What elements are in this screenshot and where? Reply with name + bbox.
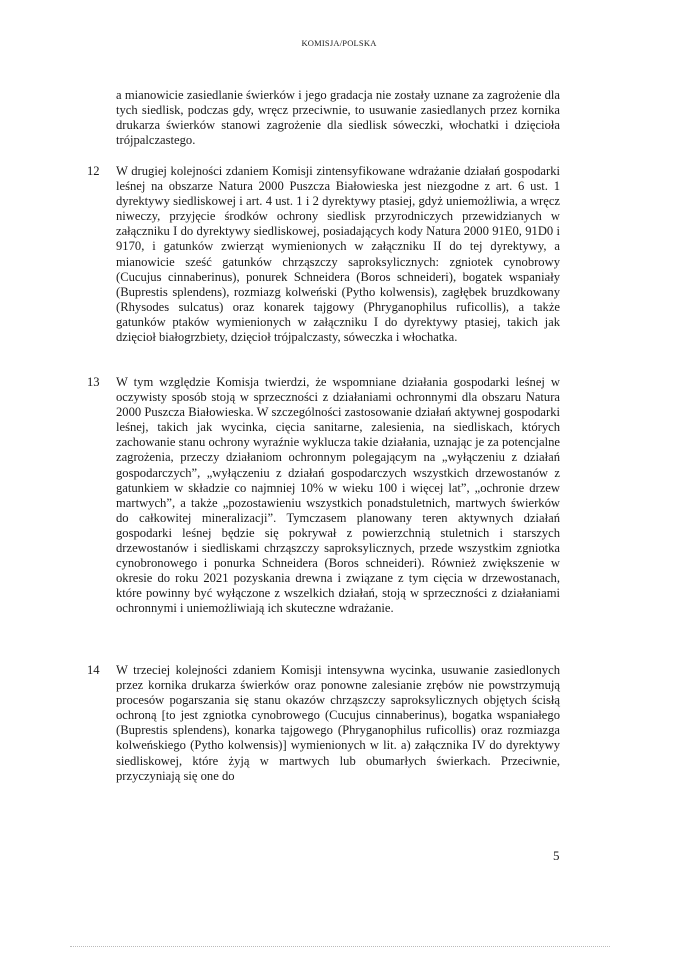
page-number: 5 (553, 848, 560, 863)
paragraph-13: W tym względzie Komisja twierdzi, że wspomniane działania gospodarki leśnej w oczywisty sposób stoją w sprzeczności z działaniami ochronnymi dla obszaru Natura 2000 Puszcza Białowieska. W szczególności zastosowanie działań aktywnej gospodarki leśnej, takich jak wycinka, cięcia sanitarne, zalesienia, na siedliskach, których zachowanie stanu ochrony wyraźnie wyklucza takie działania, uznając je za potencjalne zagrożenia, przeczy działaniom ochronnym polegającym na „wyłączeniu z działań gospodarczych”, „wyłączeniu z działań gospodarczych wszystkich drzewostanów z gatunkiem w składzie co najmniej 10% w wieku 100 i więcej lat”, „ochronie drzew martwych”, a także „pozostawieniu wszystkich ponadstuletnich, martwych świerków do całkowitej mineralizacji”. Tymczasem planowany teren aktywnych działań gospodarki leśnej będzie się pokrywał z powierzchnią stuletnich i starszych drzewostanów i siedliskami chrząszczy saproksylicznych, przede wszystkim zgniotka cynobronowego i ponurka Schneidera (Boros schneideri). Również zwiększenie w okresie do roku 2021 pozyskania drewna i związane z tym cięcia w drzewostanach, które powinny być wyłączone z wszelkich działań, stoją w sprzeczności z działaniami ochronnymi i uniemożliwiają ich skuteczne wdrażanie. (116, 375, 560, 616)
footer-rule (70, 946, 610, 947)
paragraph-number: 14 (87, 663, 100, 677)
paragraph-number: 12 (87, 164, 100, 178)
document-header: KOMISJA/POLSKA (301, 38, 377, 48)
paragraph-continuation: a mianowicie zasiedlanie świerków i jego gradacja nie zostały uznane za zagrożenie dla tych siedlisk, podczas gdy, wręcz przeciwnie, to usuwanie zasiedlanych przez kornika drukarza świerków stanowi zagrożenie dla siedlisk sóweczki, włochatki i dzięcioła trójpalczastego. (116, 88, 560, 148)
paragraph-number: 13 (87, 375, 100, 389)
paragraph-14: W trzeciej kolejności zdaniem Komisji intensywna wycinka, usuwanie zasiedlonych przez kornika drukarza świerków oraz ponowne zalesianie zrębów nie powstrzymują procesów pogarszania się stanu okazów chrząszczy saproksylicznych objętych ścisłą ochroną [to jest zgniotka cynobrowego (Cucujus cinnaberinus), bogatka wspaniałego (Buprestis splendens), konarka tajgowego (Phryganophilus ruficollis) oraz rozmiazga kolweńskiego (Pytho kolwensis)] wymienionych w lit. a) załącznika IV do dyrektywy siedliskowej, które żyją w martwych lub obumarłych świerkach. Przeciwnie, przyczyniają się one do (116, 663, 560, 783)
paragraph-12: W drugiej kolejności zdaniem Komisji zintensyfikowane wdrażanie działań gospodarki leśnej na obszarze Natura 2000 Puszcza Białowieska jest niezgodne z art. 6 ust. 1 dyrektywy siedliskowej i art. 4 ust. 1 i 2 dyrektywy ptasiej, gdyż uniemożliwia, a wręcz niweczy, przyjęcie środków ochrony siedlisk przyrodniczych przewidzianych w załączniku I do dyrektywy siedliskowej, posiadających kody Natura 2000 91E0, 91D0 i 9170, i gatunków zwierząt wymienionych w załączniku II do tej dyrektywy, a mianowicie sześć gatunków chrząszczy saproksylicznych: zgniotek cynobrowy (Cucujus cinnaberinus), ponurek Schneidera (Boros schneideri), bogatek wspaniały (Buprestis splendens), rozmiazg kolweński (Pytho kolwensis), zagłębek bruzdkowany (Rhysodes sulcatus) oraz konarek tajgowy (Phryganophilus ruficollis), a także gatunków ptaków wymienionych w załączniku I do dyrektywy ptasiej, takich jak dzięcioł białogrzbiety, dzięcioł trójpalczasty, sóweczka i włochatka. (116, 164, 560, 345)
